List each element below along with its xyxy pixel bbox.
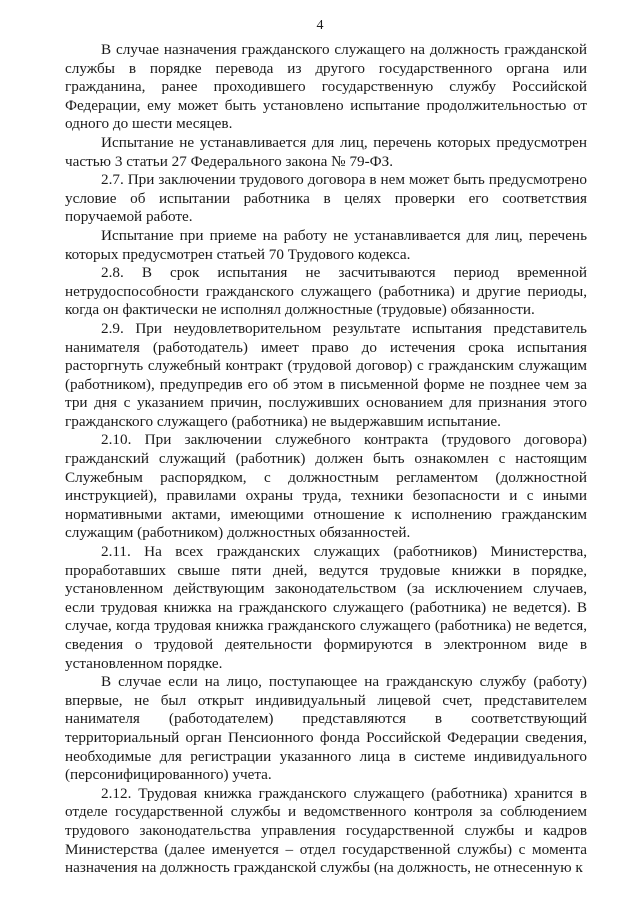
page-number: 4 [316,18,324,33]
paragraph-personal-account: В случае если на лицо, поступающее на гражданскую службу (работу) впервые, не был открыт индивидуальный лицевой счет, представителем нанимателя (работодателем) представляются в соответствующий территориальный орган Пенсионного фонда Российской Федерации сведения, необходимые для регистрации указанного лица в системе индивидуального (персонифицированного) учета. [65,673,587,784]
paragraph-2-8: 2.8. В срок испытания не засчитываются период временной нетрудоспособности гражданского служащего (работника) и другие периоды, когда он фактически не исполнял должностные (трудовые) обязанности. [65,264,587,319]
paragraph-probation-exemption-79fz: Испытание не устанавливается для лиц, перечень которых предусмотрен частью 3 статьи 27 Федерального закона № 79-ФЗ. [65,133,587,170]
paragraph-2-9: 2.9. При неудовлетворительном результате испытания представитель нанимателя (работодатель) имеет право до истечения срока испытания расторгнуть служебный контракт (трудовой договор) с гражданским служащим (работником), предупредив его об этом в письменной форме не позднее чем за три дня с указанием причин, послуживших основанием для признания этого гражданского служащего (работника) не выдержавшим испытание. [65,319,587,430]
paragraph-2-12: 2.12. Трудовая книжка гражданского служащего (работника) хранится в отделе государственной службы и ведомственного контроля за соблюдением трудового законодательства управления государственной службы и кадров Министерства (далее именуется – отдел государственной службы) с момента назначения на должность гражданской службы (на должность, не отнесенную к [65,784,587,877]
document-body [65,41,587,878]
paragraph-2-11: 2.11. На всех гражданских служащих (работников) Министерства, проработавших свыше пяти дней, ведутся трудовые книжки в порядке, установленном действующим законодательством (за исключением случаев, если трудовая книжка на гражданского служащего (работника) не ведется). В случае, когда трудовая книжка гражданского служащего (работника) не ведется, сведения о трудовой деятельности формируются в электронном виде в установленном порядке. [65,543,587,672]
paragraph-probation-transfer: В случае назначения гражданского служащего на должность гражданской службы в порядке перевода из другого государственного органа или гражданина, ранее проходившего государственную службу Российской Федерации, ему может быть установлено испытание продолжительностью от одного до шести месяцев. [65,41,587,133]
paragraph-2-10: 2.10. При заключении служебного контракта (трудового договора) гражданский служащий (работник) должен быть ознакомлен с настоящим Служебным распорядком, с должностным регламентом (должностной инструкцией), правилами охраны труда, техники безопасности и с иными нормативными актами, имеющими отношение к исполнению гражданским служащим (работником) должностных обязанностей. [65,431,587,542]
paragraph-probation-exemption-labor-code: Испытание при приеме на работу не устанавливается для лиц, перечень которых предусмотрен статьей 70 Трудового кодекса. [65,226,587,263]
paragraph-2-7: 2.7. При заключении трудового договора в нем может быть предусмотрено условие об испытании работника в целях проверки его соответствия поручаемой работе. [65,171,587,226]
